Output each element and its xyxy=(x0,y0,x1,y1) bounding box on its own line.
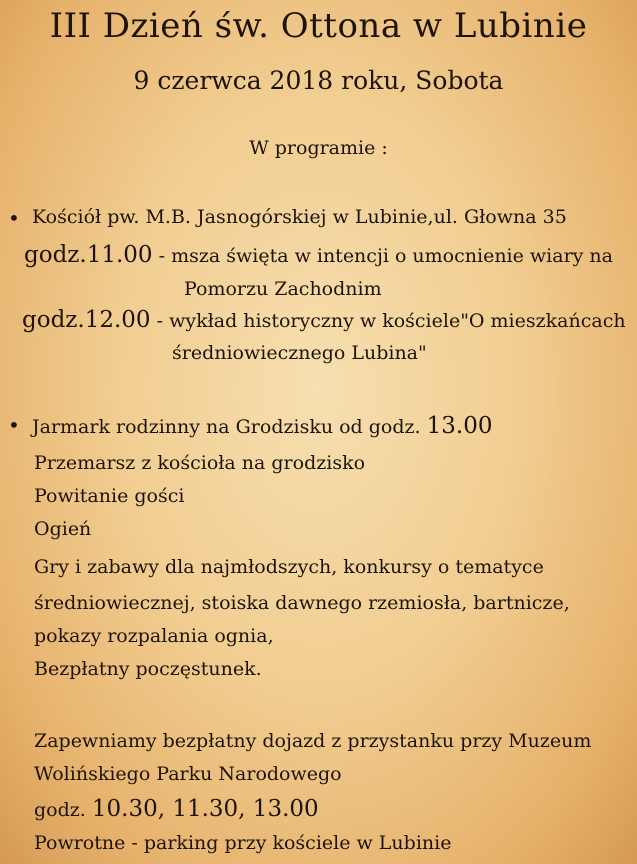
fair-text: Jarmark rodzinny na Grodzisku od godz. xyxy=(32,416,421,438)
program-heading: W programie : xyxy=(249,137,388,159)
fair-item: Przemarsz z kościoła na grodzisko xyxy=(34,452,366,474)
lecture-time: godz.12.00 xyxy=(22,307,151,333)
lecture-item xyxy=(22,307,626,333)
mass-time: godz.11.00 xyxy=(24,242,153,268)
fair-item: Powitanie gości xyxy=(34,485,185,507)
poster-date: 9 czerwca 2018 roku, Sobota xyxy=(133,66,504,95)
mass-item xyxy=(24,242,613,268)
transport-times-label: godz. xyxy=(34,799,86,821)
transport-line: Zapewniamy bezpłatny dojazd z przystanku przy Muzeum xyxy=(34,730,592,752)
fair-item: Ogień xyxy=(34,518,92,540)
transport-times-value: 10.30, 11.30, 13.00 xyxy=(91,796,319,822)
lecture-text-cont: średniowiecznego Lubina" xyxy=(172,342,427,364)
fair-item: Gry i zabawy dla najmłodszych, konkursy o tematyce xyxy=(34,556,544,578)
lecture-text: - wykład historyczny w kościele"O mieszkańcach xyxy=(156,310,626,332)
church-location: Kościół pw. M.B. Jasnogórskiej w Lubinie,ul. Głowna 35 xyxy=(32,206,567,228)
mass-text-cont: Pomorzu Zachodnim xyxy=(184,278,382,300)
bullet-icon: • xyxy=(8,206,20,230)
poster-title: III Dzień św. Ottona w Lubinie xyxy=(49,6,588,46)
return-line: Powrotne - parking przy kościele w Lubinie xyxy=(34,832,452,854)
fair-item: pokazy rozpalania ognia, xyxy=(34,625,274,647)
transport-line: Wolińskiego Parku Narodowego xyxy=(34,763,342,785)
fair-heading xyxy=(32,413,492,439)
fair-item: średniowiecznej, stoiska dawnego rzemiosła, bartnicze, xyxy=(34,592,570,614)
fair-time: 13.00 xyxy=(426,413,493,439)
mass-text: - msza święta w intencji o umocnienie wiary na xyxy=(158,245,614,267)
fair-item: Bezpłatny poczęstunek. xyxy=(34,658,262,680)
bullet-icon: • xyxy=(8,413,20,437)
transport-times xyxy=(34,796,319,822)
